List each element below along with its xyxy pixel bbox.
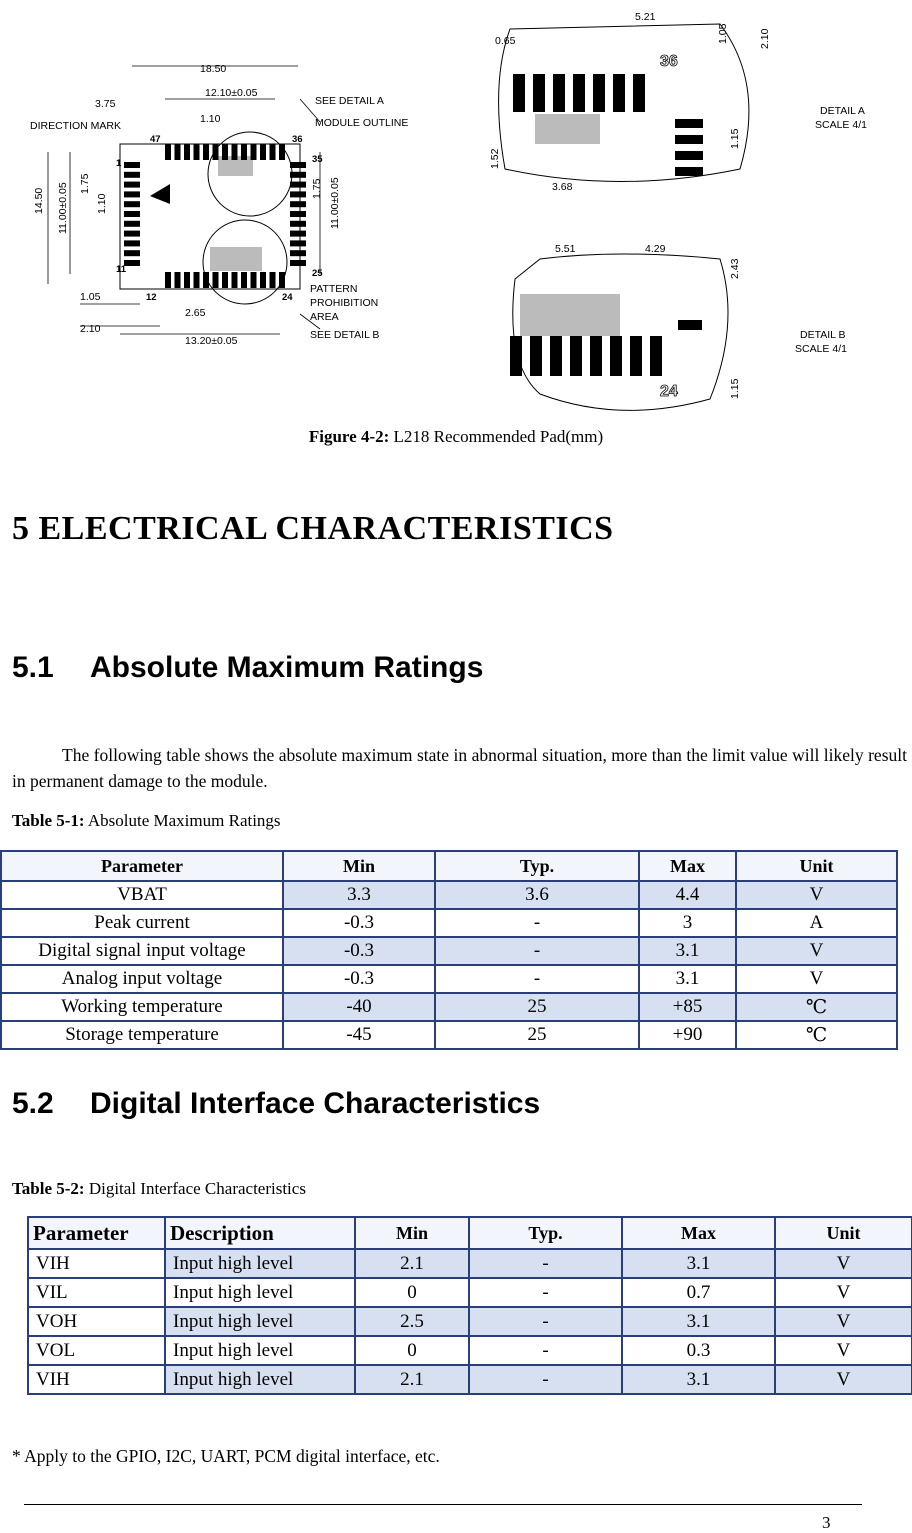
table-cell: 0 bbox=[355, 1336, 469, 1365]
table-cell: V bbox=[775, 1249, 912, 1278]
table-cell: V bbox=[775, 1307, 912, 1336]
table-cell: - bbox=[435, 937, 639, 965]
pad bbox=[675, 167, 703, 176]
table-cell: Input high level bbox=[165, 1249, 355, 1278]
pad bbox=[194, 272, 200, 288]
table-cell: 25 bbox=[435, 993, 639, 1021]
callout-label: SEE DETAIL B bbox=[310, 329, 380, 341]
table-row bbox=[28, 1365, 912, 1394]
dimension-label: 13.20±0.05 bbox=[185, 335, 238, 347]
table-cell: 25 bbox=[435, 1021, 639, 1049]
pad bbox=[270, 144, 276, 160]
detail-a-labels bbox=[489, 11, 867, 193]
dimension-label: 1.05 bbox=[80, 291, 101, 303]
pad bbox=[232, 144, 238, 160]
table-cell: 3.1 bbox=[622, 1307, 775, 1336]
table-cell: Input high level bbox=[165, 1336, 355, 1365]
pad bbox=[530, 336, 542, 376]
table-cell: A bbox=[736, 909, 897, 937]
dimension-label: 11.00±0.05 bbox=[329, 177, 341, 229]
pad bbox=[175, 144, 181, 160]
detail-b-dim: 2.43 bbox=[729, 258, 741, 279]
detail-b-dim: 5.51 bbox=[555, 243, 576, 255]
subsection-title: Absolute Maximum Ratings bbox=[90, 651, 484, 684]
table-title: Digital Interface Characteristics bbox=[84, 1179, 306, 1198]
table-cell: Storage temperature bbox=[1, 1021, 283, 1049]
callout-label: AREA bbox=[310, 311, 339, 323]
table-header-row bbox=[28, 1217, 912, 1249]
table-cell: V bbox=[736, 965, 897, 993]
table-cell: - bbox=[469, 1365, 622, 1394]
table-row bbox=[1, 1021, 897, 1049]
dimension-label: 12.10±0.05 bbox=[205, 87, 258, 99]
section-heading: 5 ELECTRICAL CHARACTERISTICS bbox=[12, 510, 614, 547]
pad bbox=[124, 162, 140, 168]
table-cell: Peak current bbox=[1, 909, 283, 937]
pad bbox=[124, 201, 140, 207]
subsection-heading-5-2 bbox=[12, 1087, 540, 1121]
pad bbox=[570, 336, 582, 376]
pad bbox=[260, 272, 266, 288]
pad bbox=[124, 221, 140, 227]
detail-a-dim: 0.65 bbox=[495, 35, 516, 47]
pin-number: 11 bbox=[116, 264, 127, 275]
dimension-label: 2.65 bbox=[185, 307, 206, 319]
intro-paragraph: The following table shows the absolute maximum state in abnormal situation, more than the limit value will likely result in permanent damage to the module. bbox=[12, 745, 907, 791]
detail-a-dim: 5.21 bbox=[635, 11, 656, 23]
pad bbox=[213, 144, 219, 160]
pad-drawing-figure bbox=[20, 4, 900, 419]
pad bbox=[213, 272, 219, 288]
table-cell: 3.3 bbox=[283, 881, 435, 909]
table-cell: 2.1 bbox=[355, 1365, 469, 1394]
table-cell: -0.3 bbox=[283, 909, 435, 937]
pad bbox=[290, 240, 306, 246]
pad bbox=[290, 172, 306, 178]
detail-a-dim: 1.15 bbox=[729, 128, 741, 149]
table-cell: VOH bbox=[28, 1307, 165, 1336]
pad bbox=[513, 74, 525, 112]
pad bbox=[251, 272, 257, 288]
table-cell: VIH bbox=[28, 1249, 165, 1278]
pad bbox=[675, 119, 703, 128]
pad bbox=[533, 74, 545, 112]
dimension-label: 1.10 bbox=[200, 113, 221, 125]
pad bbox=[630, 336, 642, 376]
pad bbox=[251, 144, 257, 160]
callout-label: DIRECTION MARK bbox=[30, 120, 122, 132]
pad bbox=[573, 74, 585, 112]
col-header: Description bbox=[165, 1217, 355, 1249]
dimension-label: 1.10 bbox=[96, 193, 108, 214]
table-header-row bbox=[1, 851, 897, 881]
col-header: Min bbox=[355, 1217, 469, 1249]
footnote: * Apply to the GPIO, I2C, UART, PCM digital interface, etc. bbox=[12, 1446, 440, 1466]
pad bbox=[124, 231, 140, 237]
table-cell: 2.1 bbox=[355, 1249, 469, 1278]
figure-caption-label: Figure 4-2: bbox=[308, 427, 390, 446]
callout-label: PATTERN bbox=[310, 283, 358, 295]
pin-number: 12 bbox=[146, 292, 157, 303]
table-title: Absolute Maximum Ratings bbox=[84, 811, 281, 830]
figure-caption bbox=[0, 427, 912, 447]
table-row bbox=[28, 1249, 912, 1278]
col-header: Max bbox=[622, 1217, 775, 1249]
table-cell: Digital signal input voltage bbox=[1, 937, 283, 965]
table-cell: V bbox=[736, 881, 897, 909]
absolute-max-ratings-table bbox=[0, 850, 898, 1050]
dimension-label: 11.00±0.05 bbox=[57, 182, 69, 234]
detail-b-scale: SCALE 4/1 bbox=[795, 343, 847, 355]
pad bbox=[270, 272, 276, 288]
table-cell: ℃ bbox=[736, 1021, 897, 1049]
table-cell: 4.4 bbox=[639, 881, 736, 909]
table-cell: V bbox=[775, 1336, 912, 1365]
pad bbox=[290, 211, 306, 217]
pad bbox=[290, 260, 306, 266]
pad bbox=[290, 182, 306, 188]
table-row bbox=[1, 993, 897, 1021]
dimension-label: 18.50 bbox=[200, 63, 227, 75]
dimension-label: 1.75 bbox=[79, 173, 91, 194]
pad bbox=[675, 151, 703, 160]
pad bbox=[633, 74, 645, 112]
detail-a-scale: SCALE 4/1 bbox=[815, 119, 867, 131]
pad bbox=[241, 272, 247, 288]
pad bbox=[610, 336, 622, 376]
pad bbox=[222, 144, 228, 160]
subsection-number: 5.1 bbox=[12, 651, 54, 684]
pad bbox=[232, 272, 238, 288]
table-cell: VIL bbox=[28, 1278, 165, 1307]
pad bbox=[203, 144, 209, 160]
table-cell: -0.3 bbox=[283, 965, 435, 993]
page-number: 3 bbox=[822, 1513, 831, 1532]
pad bbox=[203, 272, 209, 288]
pad bbox=[241, 144, 247, 160]
table-cell: VBAT bbox=[1, 881, 283, 909]
table-cell: Analog input voltage bbox=[1, 965, 283, 993]
table-cell: 0 bbox=[355, 1278, 469, 1307]
subsection-title: Digital Interface Characteristics bbox=[90, 1087, 541, 1120]
pad bbox=[175, 272, 181, 288]
pad bbox=[290, 201, 306, 207]
callout-label: MODULE OUTLINE bbox=[315, 117, 409, 129]
pad bbox=[124, 182, 140, 188]
pad bbox=[165, 144, 171, 160]
table-5-2-caption bbox=[12, 1179, 306, 1199]
pad bbox=[290, 162, 306, 168]
pad bbox=[290, 250, 306, 256]
pad bbox=[593, 74, 605, 112]
pad bbox=[290, 191, 306, 197]
table-cell: Input high level bbox=[165, 1278, 355, 1307]
pad bbox=[553, 74, 565, 112]
detail-a-dim: 2.10 bbox=[759, 28, 771, 49]
dimension-label: 14.50 bbox=[33, 187, 45, 214]
col-header: Parameter bbox=[1, 851, 283, 881]
col-header: Max bbox=[639, 851, 736, 881]
col-header: Unit bbox=[736, 851, 897, 881]
pin-number: 1 bbox=[116, 158, 122, 169]
table-row bbox=[1, 965, 897, 993]
detail-b-dim: 24 bbox=[660, 383, 678, 400]
table-cell: +90 bbox=[639, 1021, 736, 1049]
detail-b-title: DETAIL B bbox=[800, 329, 846, 341]
pad bbox=[290, 221, 306, 227]
table-cell: V bbox=[775, 1278, 912, 1307]
subsection-heading-5-1 bbox=[12, 651, 483, 685]
pad bbox=[279, 272, 285, 288]
detail-b-dim: 4.29 bbox=[645, 243, 666, 255]
table-5-1-caption bbox=[12, 811, 281, 831]
table-cell: 0.7 bbox=[622, 1278, 775, 1307]
table-row bbox=[1, 937, 897, 965]
col-header: Min bbox=[283, 851, 435, 881]
col-header: Unit bbox=[775, 1217, 912, 1249]
pad bbox=[124, 250, 140, 256]
table-cell: ℃ bbox=[736, 993, 897, 1021]
detail-b-dim: 1.15 bbox=[729, 378, 741, 399]
table-cell: 3.1 bbox=[639, 937, 736, 965]
table-row bbox=[28, 1307, 912, 1336]
pad bbox=[222, 272, 228, 288]
table-cell: - bbox=[469, 1278, 622, 1307]
footer-rule bbox=[24, 1504, 862, 1505]
pad bbox=[279, 144, 285, 160]
col-header: Typ. bbox=[435, 851, 639, 881]
detail-b-drawing bbox=[513, 254, 728, 410]
table-cell: -40 bbox=[283, 993, 435, 1021]
table-cell: VIH bbox=[28, 1365, 165, 1394]
table-cell: -45 bbox=[283, 1021, 435, 1049]
callout-label: PROHIBITION bbox=[310, 297, 379, 309]
digital-interface-table bbox=[27, 1216, 912, 1395]
pad bbox=[650, 336, 662, 376]
table-cell: - bbox=[469, 1307, 622, 1336]
table-cell: V bbox=[736, 937, 897, 965]
pin-number: 36 bbox=[292, 134, 303, 145]
dimension-label: 2.10 bbox=[80, 323, 101, 335]
pad bbox=[184, 272, 190, 288]
dimension-label: 3.75 bbox=[95, 98, 116, 110]
col-header: Parameter bbox=[28, 1217, 165, 1249]
pad bbox=[678, 320, 702, 330]
pin-number: 25 bbox=[312, 268, 323, 279]
table-label: Table 5-2: bbox=[12, 1179, 85, 1198]
figure-caption-text: L218 Recommended Pad(mm) bbox=[389, 427, 604, 446]
table-cell: 3 bbox=[639, 909, 736, 937]
table-cell: +85 bbox=[639, 993, 736, 1021]
detail-a-title: DETAIL A bbox=[820, 105, 865, 117]
table-cell: V bbox=[775, 1365, 912, 1394]
pad bbox=[613, 74, 625, 112]
table-label: Table 5-1: bbox=[12, 811, 85, 830]
pad bbox=[124, 191, 140, 197]
table-cell: - bbox=[435, 909, 639, 937]
pad bbox=[124, 172, 140, 178]
pad bbox=[194, 144, 200, 160]
table-cell: - bbox=[435, 965, 639, 993]
pin-number: 24 bbox=[282, 292, 293, 303]
table-cell: Working temperature bbox=[1, 993, 283, 1021]
detail-a-dim: 1.05 bbox=[717, 23, 729, 44]
pad bbox=[550, 336, 562, 376]
table-cell: 3.1 bbox=[622, 1365, 775, 1394]
dimension-label: 1.75 bbox=[311, 178, 323, 199]
table-cell: 3.6 bbox=[435, 881, 639, 909]
table-cell: 0.3 bbox=[622, 1336, 775, 1365]
col-header: Typ. bbox=[469, 1217, 622, 1249]
table-row bbox=[1, 909, 897, 937]
table-row bbox=[28, 1336, 912, 1365]
table-cell: - bbox=[469, 1249, 622, 1278]
table-cell: Input high level bbox=[165, 1307, 355, 1336]
pad bbox=[124, 240, 140, 246]
table-cell: 2.5 bbox=[355, 1307, 469, 1336]
pad bbox=[184, 144, 190, 160]
table-cell: Input high level bbox=[165, 1365, 355, 1394]
pin-number: 47 bbox=[150, 134, 161, 145]
table-cell: 3.1 bbox=[639, 965, 736, 993]
table-cell: VOL bbox=[28, 1336, 165, 1365]
subsection-number: 5.2 bbox=[12, 1087, 54, 1120]
detail-a-dim: 36 bbox=[660, 53, 678, 70]
detail-a-dim: 1.52 bbox=[489, 148, 501, 169]
table-cell: -0.3 bbox=[283, 937, 435, 965]
pin-number: 35 bbox=[312, 154, 323, 165]
pad bbox=[260, 144, 266, 160]
pad bbox=[675, 135, 703, 144]
table-cell: - bbox=[469, 1336, 622, 1365]
pad bbox=[590, 336, 602, 376]
pad bbox=[165, 272, 171, 288]
pad bbox=[290, 231, 306, 237]
table-row bbox=[28, 1278, 912, 1307]
table-cell: 3.1 bbox=[622, 1249, 775, 1278]
pad bbox=[124, 211, 140, 217]
pad bbox=[510, 336, 522, 376]
table-row bbox=[1, 881, 897, 909]
detail-a-dim: 3.68 bbox=[552, 181, 573, 193]
callout-label: SEE DETAIL A bbox=[315, 95, 384, 107]
pad bbox=[124, 260, 140, 266]
